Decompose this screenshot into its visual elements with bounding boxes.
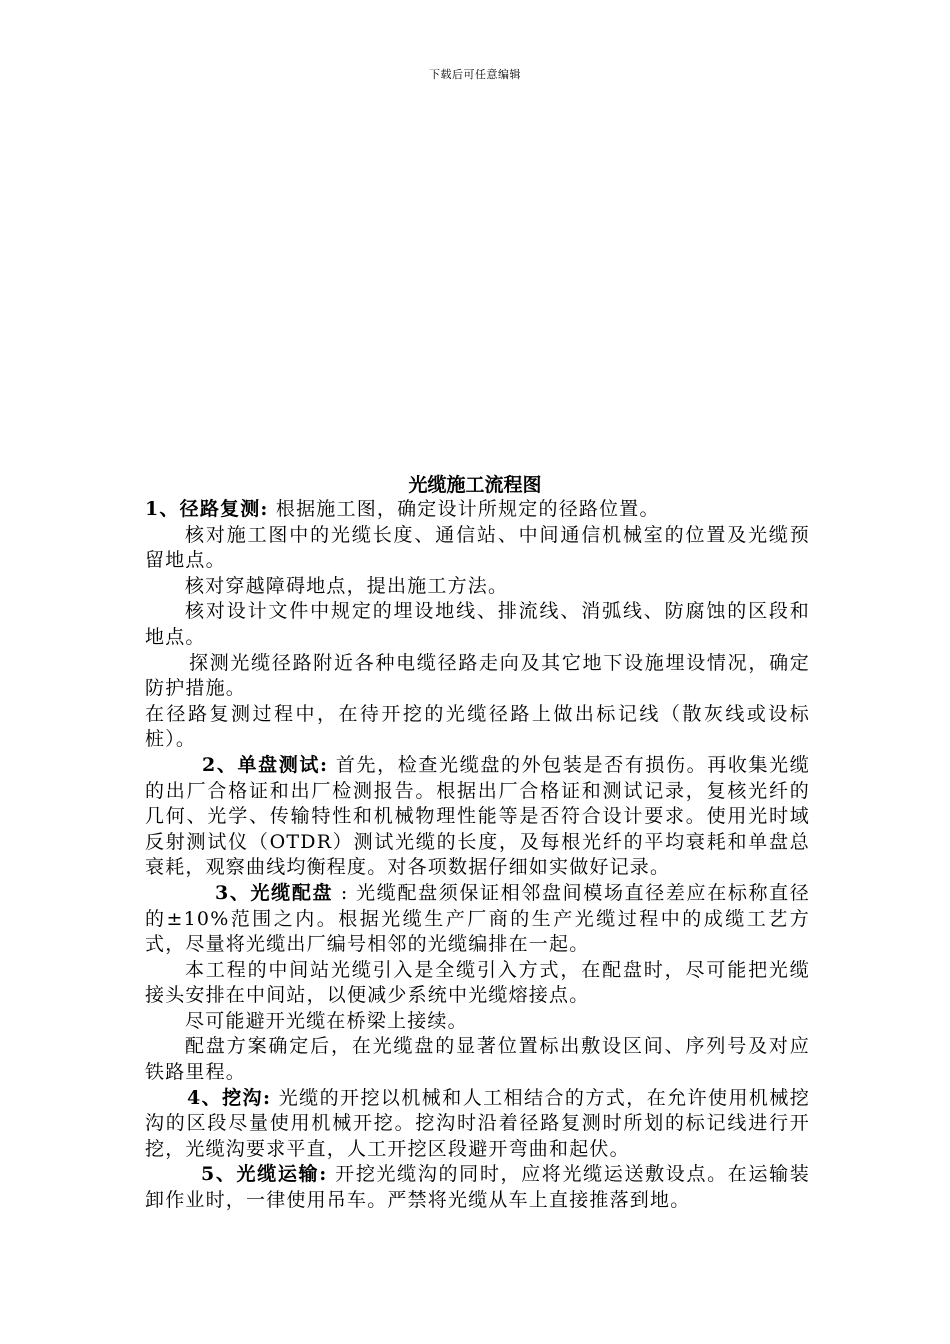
section-1-item-1: 核对施工图中的光缆长度、通信站、中间通信机械室的位置及光缆预留地点。	[145, 523, 810, 572]
section-2-paragraph	[145, 753, 810, 881]
section-5-heading: 5、光缆运输:	[201, 1163, 328, 1186]
page-header: 下载后可任意编辑	[429, 68, 521, 81]
section-1-item-5: 在径路复测过程中，在待开挖的光缆径路上做出标记线（散灰线或设标桩）。	[145, 702, 810, 751]
section-5-body: 开挖光缆沟的同时，应将光缆运送敷设点。在运输装卸作业时，一律使用吊车。严禁将光缆从车上直接推落到地。	[145, 1163, 810, 1212]
section-3-item-3: 配盘方案确定后，在光缆盘的显著位置标出敷设区间、序列号及对应铁路里程。	[145, 1035, 810, 1084]
section-2-body: 首先，检查光缆盘的外包装是否有损伤。再收集光缆的出厂合格证和出厂检测报告。根据出厂合格证和测试记录，复核光纤的几何、光学、传输特性和机械物理性能等是否符合设计要求。使用光时域反射测试仪（OTDR）测试光缆的长度，及每根光纤的平均衰耗和单盘总衰耗，观察曲线均衡程度。对各项数据仔细如实做好记录。	[145, 753, 810, 879]
section-1-item-2: 核对穿越障碍地点，提出施工方法。	[185, 574, 509, 597]
section-3-item-1: 本工程的中间站光缆引入是全缆引入方式，在配盘时，尽可能把光缆接头安排在中间站，以便减少系统中光缆熔接点。	[145, 958, 810, 1007]
section-4-paragraph	[145, 1086, 810, 1163]
section-3-item-2: 尽可能避开光缆在桥梁上接续。	[185, 1009, 468, 1032]
section-3-body: : 光缆配盘须保证相邻盘间模场直径差应在标称直径的±10%范围之内。根据光缆生产厂商的生产光缆过程中的成缆工艺方式，尽量将光缆出厂编号相邻的光缆编排在一起。	[145, 881, 811, 956]
section-3-heading: 3、光缆配盘	[215, 881, 334, 904]
section-1-intro: 根据施工图，确定设计所规定的径路位置。	[275, 498, 660, 520]
section-3-paragraph	[145, 881, 810, 958]
document-body	[145, 497, 810, 1214]
document-title: 光缆施工流程图	[408, 474, 542, 496]
section-1-heading: 1、径路复测:	[145, 498, 269, 520]
section-1-paragraph	[145, 497, 810, 523]
section-4-body: 光缆的开挖以机械和人工相结合的方式，在允许使用机械挖沟的区段尽量使用机械开挖。挖沟时沿着径路复测时所划的标记线进行开挖，光缆沟要求平直，人工开挖区段避开弯曲和起伏。	[145, 1086, 810, 1160]
section-4-heading: 4、挖沟:	[187, 1086, 272, 1109]
section-1-item-3: 核对设计文件中规定的埋设地线、排流线、消弧线、防腐蚀的区段和地点。	[145, 600, 810, 648]
section-2-heading: 2、单盘测试:	[202, 753, 329, 776]
section-1-item-4: 探测光缆径路附近各种电缆径路走向及其它地下设施埋设情况，确定防护措施。	[145, 651, 810, 700]
section-5-paragraph	[145, 1162, 810, 1213]
